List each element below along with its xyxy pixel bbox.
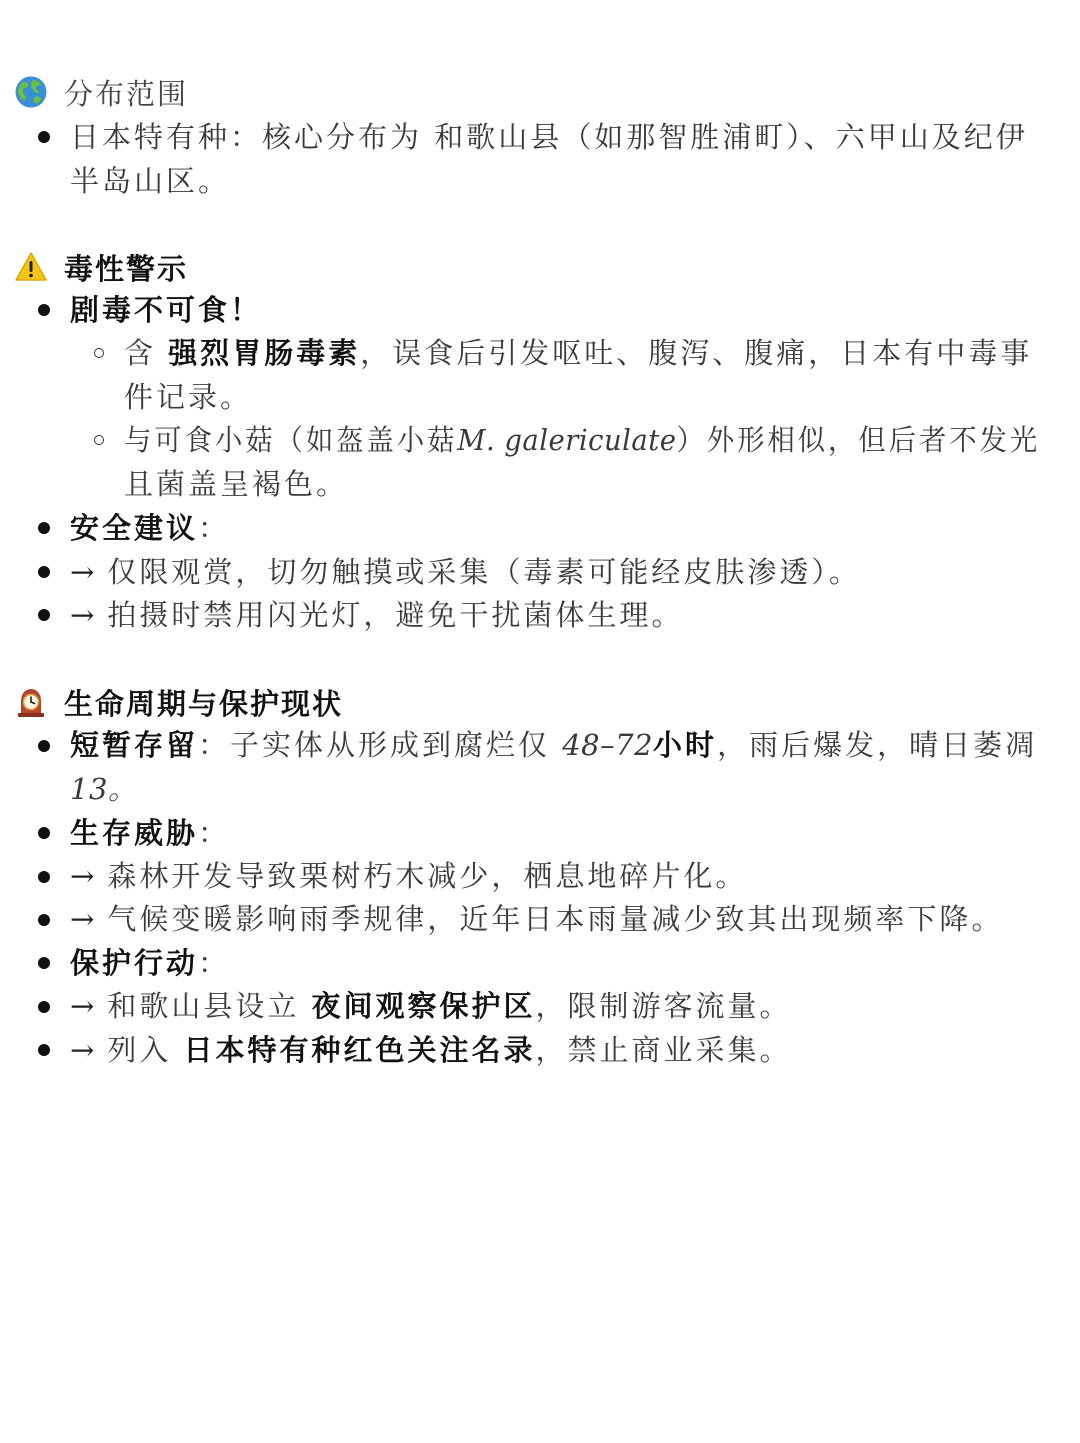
list-item-safety-advice (70, 506, 230, 550)
protection-2-text-b: ，禁止商业采集。 (535, 1033, 792, 1067)
section-heading-distribution (14, 70, 188, 114)
arrow-right-icon: → (70, 1033, 98, 1067)
toxin-rest: ，误食后引发呕吐、腹泻、腹痛，日本有中毒事 (360, 336, 1033, 370)
bullet-dot (38, 1044, 50, 1056)
lookalike-text-a: 与可食小菇（如盔盖小菇 (124, 423, 458, 457)
section-title: 分布范围 (64, 76, 189, 111)
bullet-dot (38, 827, 50, 839)
lookalike-text-b: ）外形相似，但后者不发光 (676, 423, 1041, 457)
bullet-dot (38, 609, 50, 621)
advice-2-text: 拍摄时禁用闪光灯，避免干扰菌体生理。 (107, 598, 684, 632)
protection-2-text-a: 列入 (107, 1033, 184, 1067)
bullet-dot (38, 131, 50, 143)
list-item-short-lifespan (70, 723, 1037, 767)
bullet-dot (38, 1001, 50, 1013)
bullet-dot (38, 740, 50, 752)
advice-1-text: 仅限观赏，切勿触摸或采集（毒素可能经皮肤渗透）。 (107, 555, 861, 589)
lookalike-line2: 且菌盖呈褐色。 (124, 467, 349, 501)
section-title: 毒性警示 (64, 251, 189, 286)
circle-bullet (94, 348, 104, 358)
sub-item-toxin (124, 331, 1032, 375)
protection-1-strong: 夜间观察保护区 (311, 989, 536, 1023)
list-item-protection-2 (70, 1028, 792, 1072)
colon: ： (198, 816, 231, 850)
short-lifespan-label: 短暂存留 (70, 728, 199, 762)
globe-icon (14, 75, 48, 109)
bullet-dot (38, 871, 50, 883)
bullet-dot (38, 522, 50, 534)
list-item-toxicity-warning (70, 288, 262, 332)
toxicity-warning-text: 剧毒不可食！ (70, 293, 263, 327)
protection-1-text-b: ，限制游客流量。 (535, 989, 792, 1023)
arrow-right-icon: → (70, 902, 98, 936)
mantel-clock-icon (14, 685, 48, 719)
distribution-text-line2: 半岛山区。 (70, 164, 231, 198)
list-item-protection (70, 941, 230, 985)
bullet-dot (38, 304, 50, 316)
sub-item-continuation (124, 462, 348, 506)
section-heading-toxicity (14, 245, 188, 289)
lookalike-latin-name: M. galericulate (457, 423, 677, 457)
toxin-strong: 强烈胃肠毒素 (168, 336, 361, 370)
protection-label: 保护行动 (70, 946, 199, 980)
threat-1-text: 森林开发导致栗树朽木减少，栖息地碎片化。 (107, 859, 748, 893)
bullet-dot (38, 914, 50, 926)
list-item-protection-1 (70, 984, 792, 1028)
list-item-continuation (70, 159, 230, 203)
protection-2-strong: 日本特有种红色关注名录 (183, 1033, 536, 1067)
sub-item-lookalike (124, 418, 1040, 462)
colon: ： (198, 946, 231, 980)
short-lifespan-text-b: ，雨后爆发，晴日萎凋 (717, 728, 1038, 762)
arrow-right-icon: → (70, 598, 98, 632)
bullet-dot (38, 957, 50, 969)
list-item-continuation (70, 767, 137, 811)
warning-icon (14, 250, 48, 284)
list-item-threats (70, 811, 230, 855)
circle-bullet (94, 435, 104, 445)
short-lifespan-unit: 小时 (653, 728, 718, 762)
threat-2-text: 气候变暖影响雨季规律，近年日本雨量减少致其出现频率下降。 (107, 902, 1004, 936)
arrow-right-icon: → (70, 989, 98, 1023)
colon: ： (198, 511, 231, 545)
safety-advice-label: 安全建议 (70, 511, 199, 545)
short-lifespan-hours: 48–72 (562, 728, 654, 762)
short-lifespan-line2: 13。 (70, 772, 138, 806)
arrow-right-icon: → (70, 859, 98, 893)
distribution-text-a: 日本特有种：核心分布为 (70, 120, 435, 154)
short-lifespan-text-a: ：子实体从形成到腐烂仅 (198, 728, 563, 762)
sub-item-continuation (124, 375, 252, 419)
list-item-threat-1 (70, 854, 747, 898)
section-heading-lifecycle (14, 680, 343, 724)
list-item-advice-2 (70, 593, 683, 637)
arrow-right-icon: → (70, 555, 98, 589)
toxin-line2: 件记录。 (124, 380, 253, 414)
threats-label: 生存威胁 (70, 816, 199, 850)
toxin-prefix: 含 (124, 336, 169, 370)
protection-1-text-a: 和歌山县设立 (107, 989, 312, 1023)
list-item-threat-2 (70, 897, 1003, 941)
list-item-advice-1 (70, 550, 861, 594)
bullet-dot (38, 566, 50, 578)
section-title: 生命周期与保护现状 (64, 686, 344, 721)
list-item-distribution (70, 115, 1028, 159)
distribution-text-b: 和歌山县（如那智胜浦町）、六甲山及纪伊 (434, 120, 1028, 154)
